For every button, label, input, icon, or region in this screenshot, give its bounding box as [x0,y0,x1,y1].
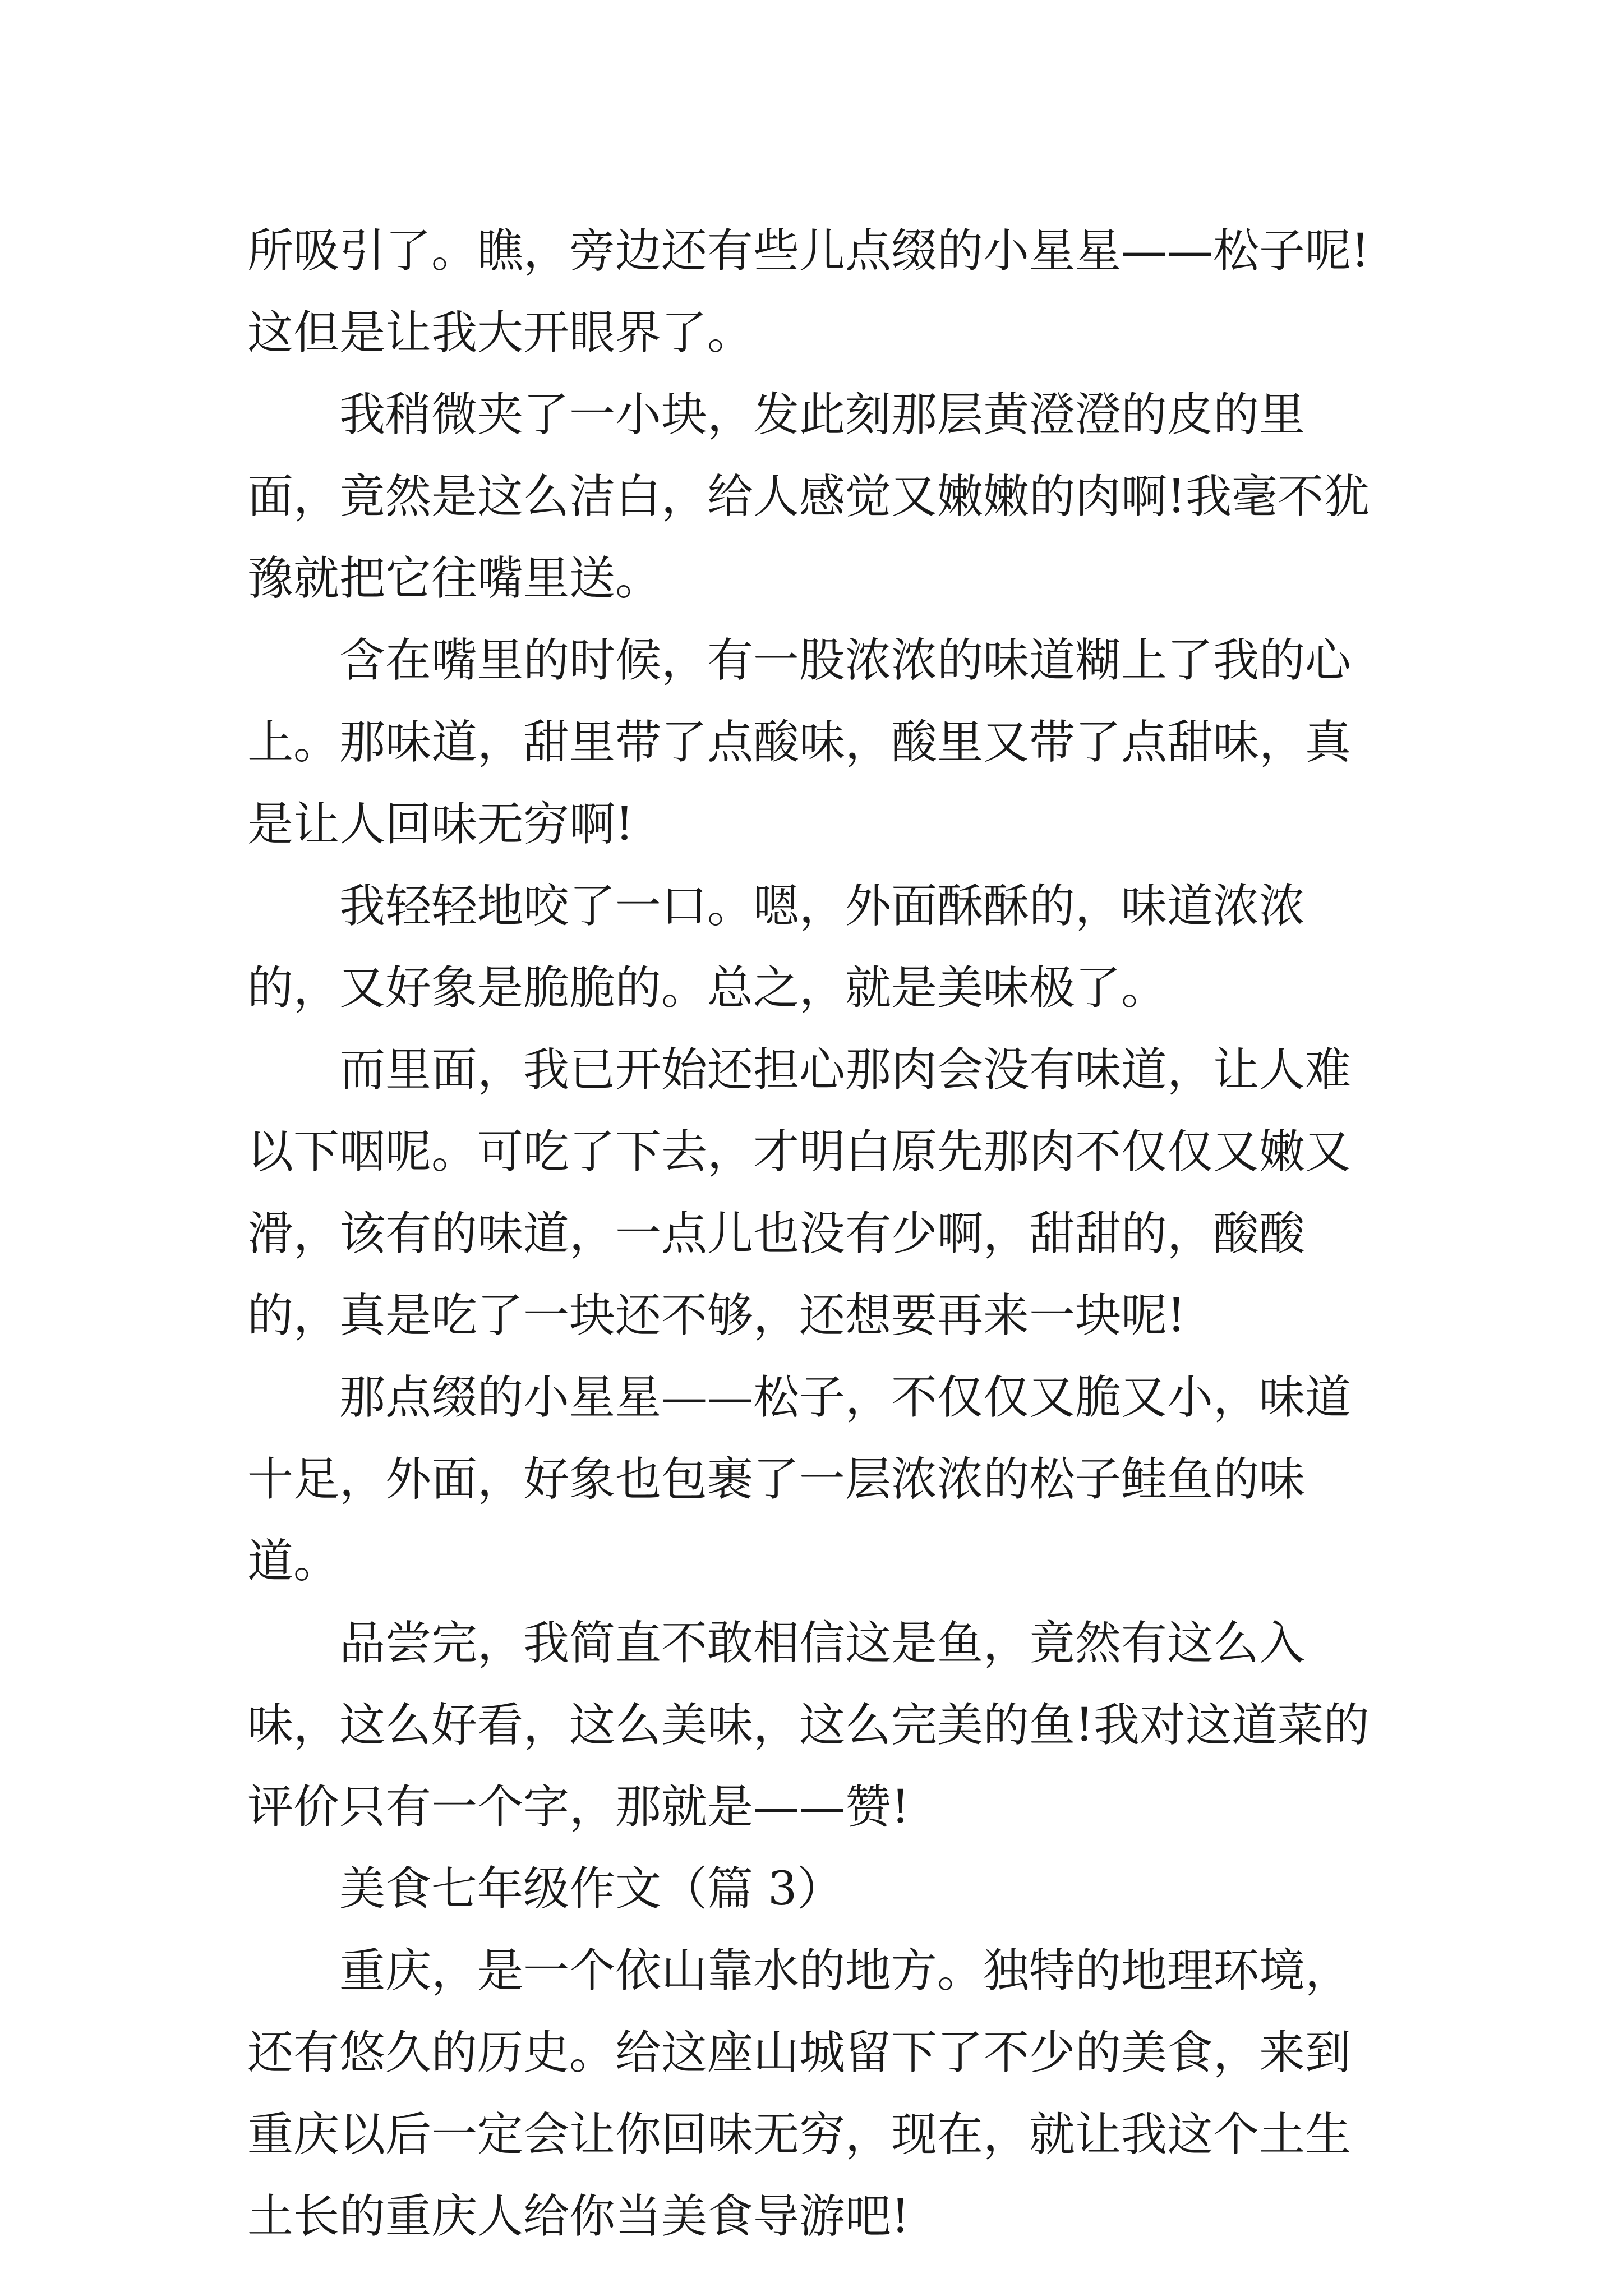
paragraph-5: 而里面，我已开始还担心那肉会没有味道，让人难以下咽呢。可吃了下去，才明白原先那肉不仅仅又嫩又滑，该有的味道，一点儿也没有少啊，甜甜的，酸酸的，真是吃了一块还不够，还想要再来一块呢! [247,1043,1352,1342]
paragraph-1: 所吸引了。瞧，旁边还有些儿点缀的小星星——松子呢!这但是让我大开眼界了。 [247,224,1370,360]
document-body [247,210,1391,2258]
paragraph-3: 含在嘴里的时候，有一股浓浓的味道糊上了我的心上。那味道，甜里带了点酸味，酸里又带了点甜味，真是让人回味无穷啊! [247,634,1352,851]
paragraph-2: 我稍微夹了一小块，发此刻那层黄澄澄的皮的里面，竟然是这么洁白，给人感觉又嫩嫩的肉啊!我毫不犹豫就把它往嘴里送。 [247,388,1370,605]
paragraph-6: 那点缀的小星星——松子，不仅仅又脆又小，味道十足，外面，好象也包裹了一层浓浓的松子鲑鱼的味道。 [247,1371,1352,1588]
paragraph-4: 我轻轻地咬了一口。嗯，外面酥酥的，味道浓浓的，又好象是脆脆的。总之，就是美味极了。 [247,880,1306,1015]
paragraph-8: 重庆，是一个依山靠水的地方。独特的地理环境，还有悠久的历史。给这座山城留下了不少的美食，来到重庆以后一定会让你回味无穷，现在，就让我这个土生土长的重庆人给你当美食导游吧! [247,1944,1352,2243]
paragraph-7: 品尝完，我简直不敢相信这是鱼，竟然有这么入味，这么好看，这么美味，这么完美的鱼!我对这道菜的评价只有一个字，那就是——赞! [247,1617,1370,1834]
section-heading: 美食七年级作文（篇 3） [339,1862,843,1916]
